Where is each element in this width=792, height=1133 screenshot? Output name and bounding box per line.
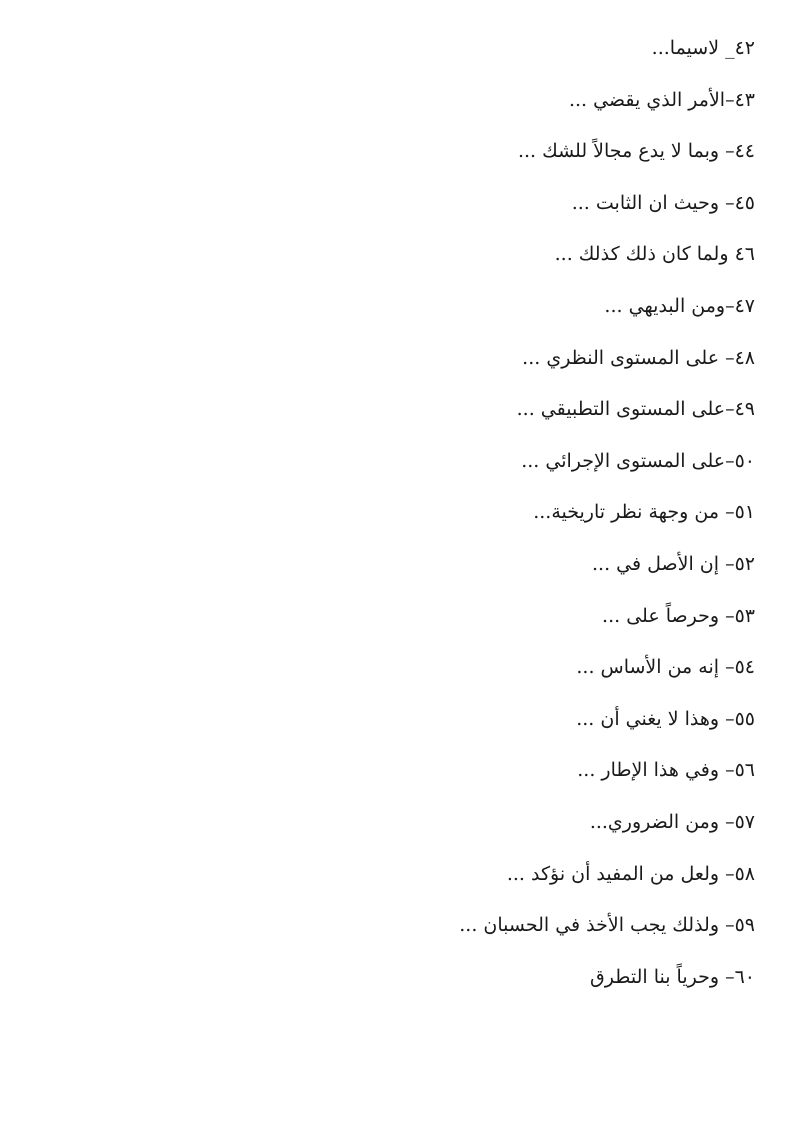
list-item: ٤٢_ لاسيما... — [651, 37, 755, 59]
list-item: ٤٦ ولما كان ذلك كذلك ... — [554, 243, 755, 266]
list-item: ٤٣–الأمر الذي يقضي ... — [568, 88, 755, 111]
list-item: ٥١– من وجهة نظر تاريخية... — [533, 501, 755, 524]
list-item: ٦٠– وحرياً بنا التطرق — [590, 965, 755, 988]
list-item: ٤٥– وحيث ان الثابت ... — [571, 191, 755, 214]
list-item: ٥٥– وهذا لا يغني أن ... — [576, 707, 755, 730]
list-item: ٤٤– وبما لا يدع مجالاً للشك ... — [517, 140, 755, 163]
list-item: ٤٨– على المستوى النظري ... — [522, 346, 755, 369]
list-item: ٥٦– وفي هذا الإطار ... — [577, 759, 755, 782]
list-item: ٤٧–ومن البديهي ... — [604, 294, 755, 317]
list-item: ٥٩– ولذلك يجب الأخذ في الحسبان ... — [459, 914, 755, 937]
list-item: ٥٣– وحرصاً على ... — [602, 604, 755, 627]
phrase-list — [15, 30, 755, 1010]
list-item: ٤٩–على المستوى التطبيقي ... — [516, 398, 755, 421]
list-item: ٥٧– ومن الضروري... — [589, 810, 755, 833]
list-item: ٥٤– إنه من الأساس ... — [576, 656, 755, 679]
list-item: ٥٠–على المستوى الإجرائي ... — [521, 449, 755, 472]
list-item: ٥٢– إن الأصل في ... — [592, 552, 755, 575]
list-item: ٥٨– ولعل من المفيد أن نؤكد ... — [506, 862, 755, 885]
